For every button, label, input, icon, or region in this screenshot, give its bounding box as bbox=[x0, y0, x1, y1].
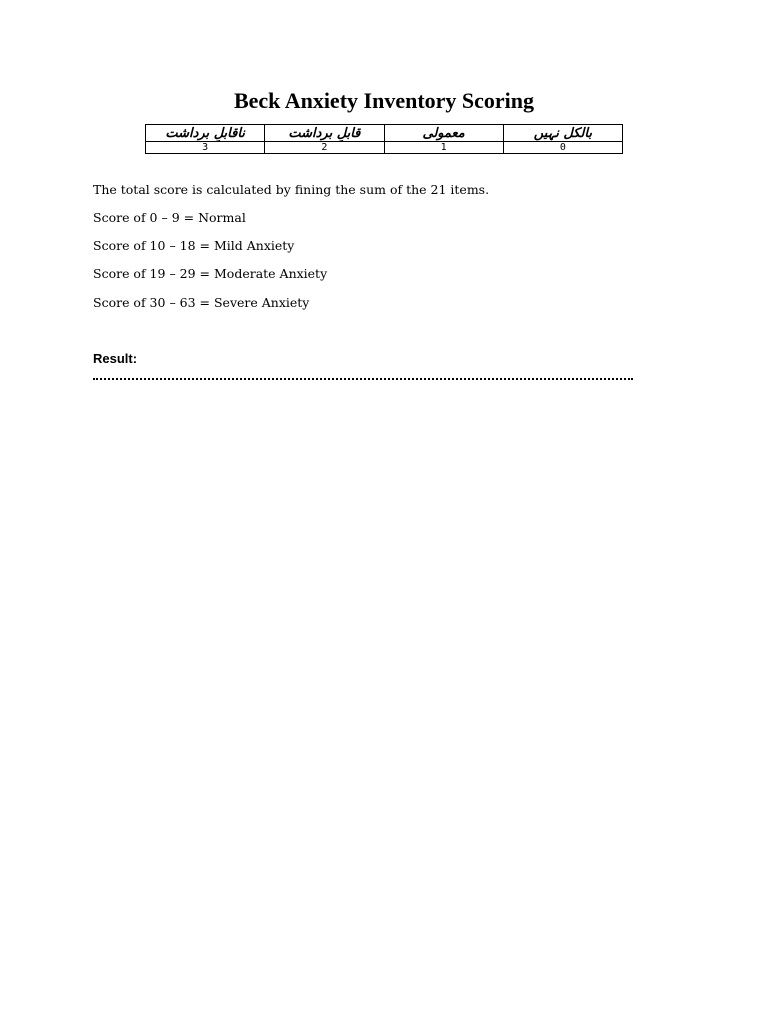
scale-header-cell: معمولی bbox=[384, 125, 503, 142]
scale-header-cell: ناقابلِ برداشت bbox=[146, 125, 265, 142]
scale-header-cell: بالکل نہیں bbox=[503, 125, 622, 142]
scale-value-cell: 2 bbox=[265, 142, 384, 154]
score-range-severe: Score of 30 – 63 = Severe Anxiety bbox=[93, 295, 310, 310]
score-range-mild: Score of 10 – 18 = Mild Anxiety bbox=[93, 238, 295, 253]
scale-value-cell: 0 bbox=[503, 142, 622, 154]
scale-header-row bbox=[146, 125, 623, 142]
scale-value-cell: 1 bbox=[384, 142, 503, 154]
page-title: Beck Anxiety Inventory Scoring bbox=[233, 88, 535, 113]
score-range-normal: Score of 0 – 9 = Normal bbox=[93, 210, 246, 225]
scale-header-cell: قابلِ برداشت bbox=[265, 125, 384, 142]
scoring-scale-table bbox=[145, 124, 623, 154]
scale-value-cell: 3 bbox=[146, 142, 265, 154]
result-dotted-line bbox=[93, 378, 633, 380]
intro-paragraph: The total score is calculated by fining the sum of the 21 items. bbox=[93, 182, 490, 197]
score-range-moderate: Score of 19 – 29 = Moderate Anxiety bbox=[93, 266, 328, 281]
result-label: Result: bbox=[93, 351, 138, 366]
scale-value-row bbox=[146, 142, 623, 154]
